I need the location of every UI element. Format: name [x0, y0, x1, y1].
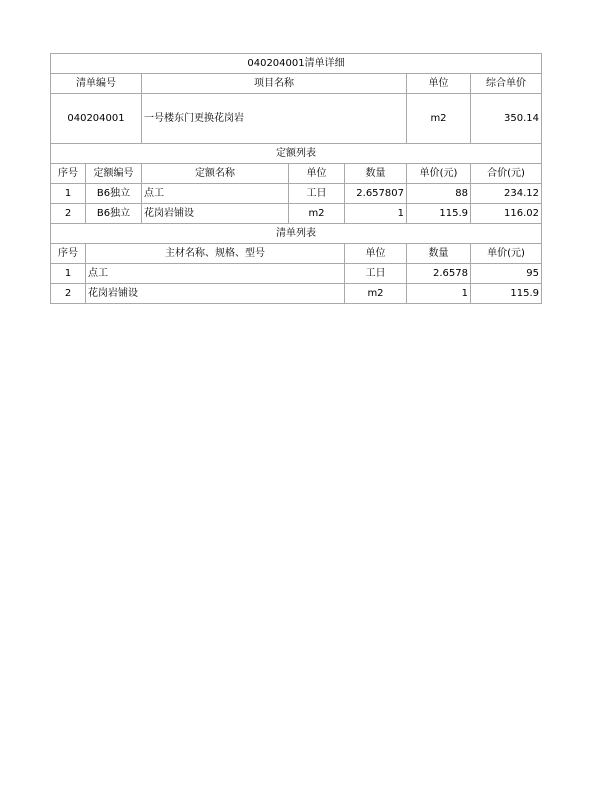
item-code: 040204001: [51, 94, 142, 144]
quota-no: 1: [51, 184, 86, 204]
quota-name: 花岗岩铺设: [142, 204, 289, 224]
quota-price: 115.9: [407, 204, 471, 224]
list-no: 2: [51, 284, 86, 304]
quota-unit: m2: [289, 204, 345, 224]
list-price: 95: [471, 264, 542, 284]
item-row: [51, 94, 542, 144]
quota-qty: 1: [345, 204, 407, 224]
list-name: 点工: [86, 264, 345, 284]
list-row: [51, 284, 542, 304]
list-name: 花岗岩铺设: [86, 284, 345, 304]
list-col-price: 单价(元): [471, 244, 542, 264]
item-price: 350.14: [471, 94, 542, 144]
list-unit: 工日: [345, 264, 407, 284]
quota-header-row: [51, 164, 542, 184]
quota-row: [51, 184, 542, 204]
list-qty: 1: [407, 284, 471, 304]
list-qty: 2.6578: [407, 264, 471, 284]
quota-col-code: 定额编号: [86, 164, 142, 184]
quota-price: 88: [407, 184, 471, 204]
quota-qty: 2.657807: [345, 184, 407, 204]
quota-col-price: 单价(元): [407, 164, 471, 184]
quota-total: 116.02: [471, 204, 542, 224]
quota-name: 点工: [142, 184, 289, 204]
quota-no: 2: [51, 204, 86, 224]
list-unit: m2: [345, 284, 407, 304]
list-col-unit: 单位: [345, 244, 407, 264]
quota-code: B6独立: [86, 204, 142, 224]
name-header: 项目名称: [142, 74, 407, 94]
item-unit: m2: [407, 94, 471, 144]
quota-code: B6独立: [86, 184, 142, 204]
quota-total: 234.12: [471, 184, 542, 204]
code-header: 清单编号: [51, 74, 142, 94]
quota-col-total: 合价(元): [471, 164, 542, 184]
price-header: 综合单价: [471, 74, 542, 94]
header-row: [51, 74, 542, 94]
quota-col-name: 定额名称: [142, 164, 289, 184]
quota-col-no: 序号: [51, 164, 86, 184]
list-header-row: [51, 244, 542, 264]
list-section-title: 清单列表: [51, 224, 542, 244]
list-col-qty: 数量: [407, 244, 471, 264]
list-col-no: 序号: [51, 244, 86, 264]
quota-col-qty: 数量: [345, 164, 407, 184]
unit-header: 单位: [407, 74, 471, 94]
quota-row: [51, 204, 542, 224]
list-col-name: 主材名称、规格、型号: [86, 244, 345, 264]
list-row: [51, 264, 542, 284]
quota-section-title: 定额列表: [51, 144, 542, 164]
bill-detail-table: [50, 53, 542, 304]
quota-unit: 工日: [289, 184, 345, 204]
table-title: 040204001清单详细: [51, 54, 542, 74]
list-price: 115.9: [471, 284, 542, 304]
list-no: 1: [51, 264, 86, 284]
item-name: 一号楼东门更换花岗岩: [142, 94, 407, 144]
quota-col-unit: 单位: [289, 164, 345, 184]
